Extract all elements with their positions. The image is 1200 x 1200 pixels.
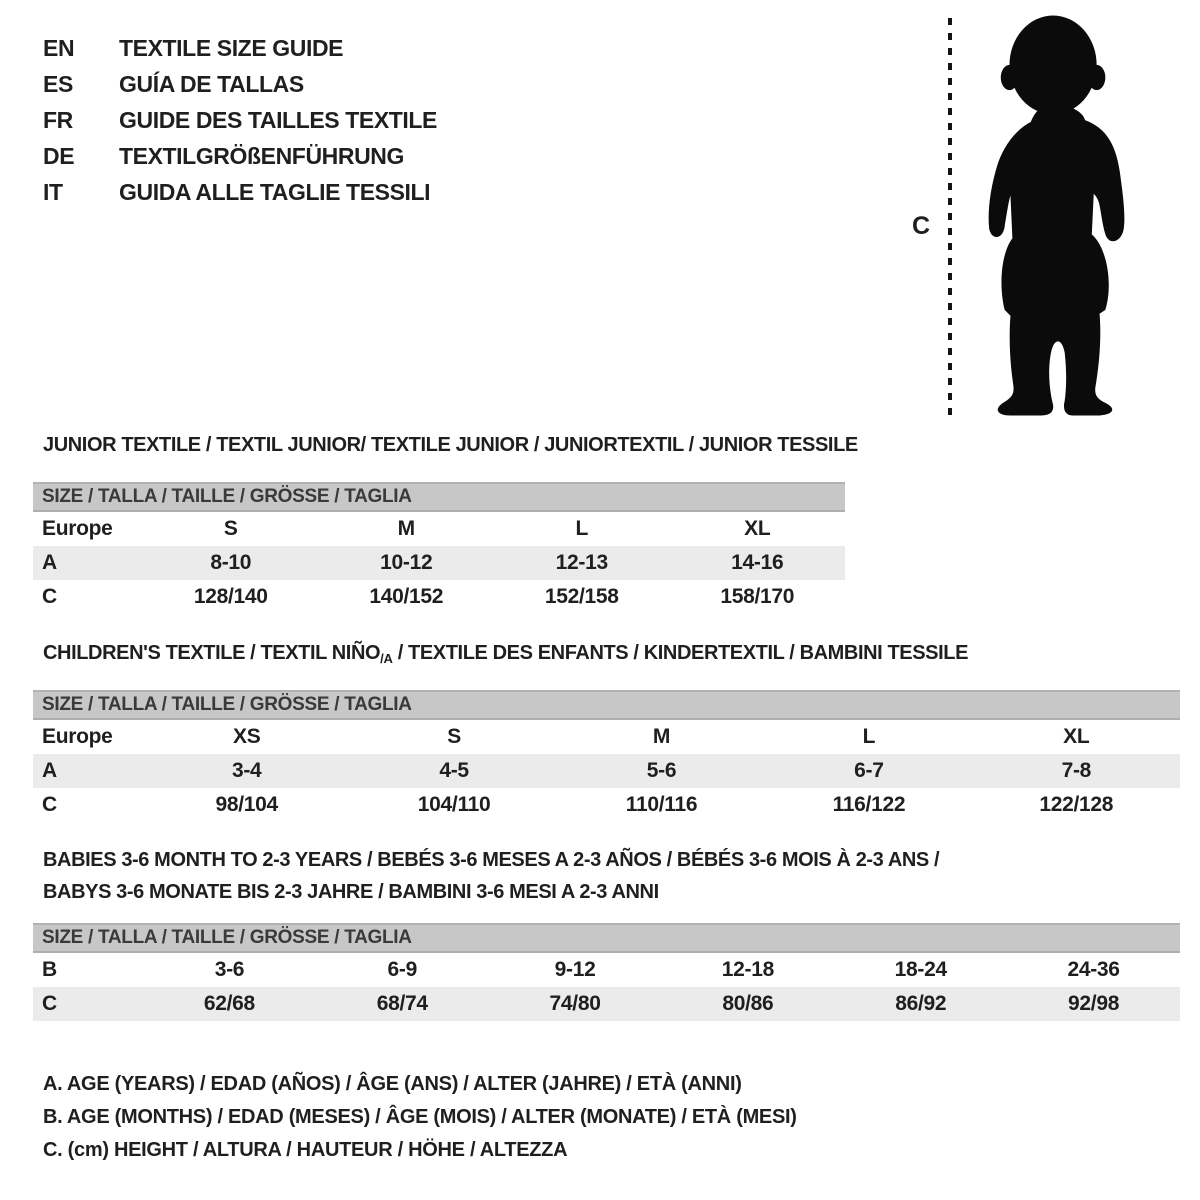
cell: 24-36 xyxy=(1067,958,1120,981)
cell: 6-7 xyxy=(854,759,884,782)
legend-line-b: B. AGE (MONTHS) / EDAD (MESES) / ÂGE (MOIS) / ALTER (MONATE) / ETÀ (MESI) xyxy=(43,1106,797,1128)
children-col-xs: XS xyxy=(232,725,261,748)
junior-col-l: L xyxy=(575,517,589,540)
cell: 68/74 xyxy=(376,992,428,1015)
children-table xyxy=(33,690,1180,822)
children-title-prefix: CHILDREN'S TEXTILE / TEXTIL NIÑO xyxy=(43,642,381,664)
children-col-m: M xyxy=(652,725,671,748)
cell: 122/128 xyxy=(1039,793,1114,816)
row-label: C xyxy=(42,585,57,608)
lang-row-es xyxy=(43,66,437,102)
legend xyxy=(43,1068,797,1167)
cell: 14-16 xyxy=(731,551,784,574)
cell: 140/152 xyxy=(369,585,444,608)
legend-line-c: C. (cm) HEIGHT / ALTURA / HAUTEUR / HÖHE / ALTEZZA xyxy=(43,1139,568,1161)
babies-table xyxy=(33,923,1180,1021)
children-size-header: SIZE / TALLA / TAILLE / GRÖSSE / TAGLIA xyxy=(33,690,1180,720)
cell: 10-12 xyxy=(380,551,433,574)
babies-size-header: SIZE / TALLA / TAILLE / GRÖSSE / TAGLIA xyxy=(33,923,1180,953)
children-col-europe: Europe xyxy=(42,725,113,748)
lang-label: GUIDA ALLE TAGLIE TESSILI xyxy=(119,178,431,205)
junior-section-title: JUNIOR TEXTILE / TEXTIL JUNIOR/ TEXTILE JUNIOR / JUNIORTEXTIL / JUNIOR TESSILE xyxy=(43,434,858,456)
lang-code: DE xyxy=(43,142,75,169)
row-label: C xyxy=(42,992,57,1015)
lang-row-it xyxy=(43,174,437,210)
lang-code: ES xyxy=(43,70,73,97)
babies-title-line1: BABIES 3-6 MONTH TO 2-3 YEARS / BEBÉS 3-6 MESES A 2-3 AÑOS / BÉBÉS 3-6 MOIS À 2-3 ANS / xyxy=(43,849,940,871)
babies-row-months xyxy=(33,953,1180,987)
children-col-xl: XL xyxy=(1063,725,1090,748)
cell: 74/80 xyxy=(549,992,601,1015)
babies-title-line2: BABYS 3-6 MONATE BIS 2-3 JAHRE / BAMBINI 3-6 MESI A 2-3 ANNI xyxy=(43,881,659,903)
height-measure-dashed-line xyxy=(948,18,952,416)
cell: 8-10 xyxy=(210,551,252,574)
cell: 158/170 xyxy=(720,585,795,608)
row-label: A xyxy=(42,551,57,574)
lang-row-fr xyxy=(43,102,437,138)
lang-label: TEXTILE SIZE GUIDE xyxy=(119,34,344,61)
cell: 3-4 xyxy=(231,759,262,782)
cell: 3-6 xyxy=(214,958,245,981)
lang-code: EN xyxy=(43,34,75,61)
junior-col-xl: XL xyxy=(744,517,771,540)
children-row-height xyxy=(33,788,1180,822)
children-col-s: S xyxy=(447,725,461,748)
cell: 5-6 xyxy=(646,759,677,782)
cell: 9-12 xyxy=(554,958,596,981)
toddler-silhouette-icon xyxy=(963,8,1147,422)
cell: 152/158 xyxy=(544,585,619,608)
cell: 98/104 xyxy=(215,793,278,816)
cell: 62/68 xyxy=(203,992,255,1015)
lang-row-de xyxy=(43,138,437,174)
cell: 7-8 xyxy=(1061,759,1092,782)
children-columns-row xyxy=(33,720,1180,754)
row-label: C xyxy=(42,793,57,816)
children-title-nino-a-suffix: /A xyxy=(380,651,393,666)
cell: 110/116 xyxy=(625,793,698,816)
children-col-l: L xyxy=(862,725,876,748)
babies-row-height xyxy=(33,987,1180,1021)
height-measure-label: C xyxy=(912,212,931,240)
children-title-suffix: / TEXTILE DES ENFANTS / KINDERTEXTIL / BAMBINI TESSILE xyxy=(392,642,969,664)
cell: 18-24 xyxy=(894,958,947,981)
lang-label: GUÍA DE TALLAS xyxy=(119,70,304,97)
cell: 104/110 xyxy=(417,793,491,816)
cell: 86/92 xyxy=(895,992,947,1015)
legend-line-a: A. AGE (YEARS) / EDAD (AÑOS) / ÂGE (ANS) / ALTER (JAHRE) / ETÀ (ANNI) xyxy=(43,1073,742,1095)
cell: 92/98 xyxy=(1068,992,1120,1015)
cell: 6-9 xyxy=(387,958,417,981)
lang-label: TEXTILGRÖßENFÜHRUNG xyxy=(119,142,404,169)
junior-table xyxy=(33,482,845,614)
junior-row-age xyxy=(33,546,845,580)
cell: 116/122 xyxy=(832,793,906,816)
junior-size-header: SIZE / TALLA / TAILLE / GRÖSSE / TAGLIA xyxy=(33,482,845,512)
junior-columns-row xyxy=(33,512,845,546)
lang-row-en xyxy=(43,30,437,66)
cell: 12-18 xyxy=(721,958,775,981)
row-label: A xyxy=(42,759,57,782)
cell: 128/140 xyxy=(193,585,268,608)
junior-row-height xyxy=(33,580,845,614)
cell: 4-5 xyxy=(439,759,469,782)
lang-code: IT xyxy=(43,178,63,205)
junior-col-s: S xyxy=(223,517,238,540)
cell: 12-13 xyxy=(555,551,608,574)
cell: 80/86 xyxy=(722,992,774,1015)
children-section-title xyxy=(43,642,968,666)
lang-label: GUIDE DES TAILLES TEXTILE xyxy=(119,106,437,133)
children-row-age xyxy=(33,754,1180,788)
row-label: B xyxy=(42,958,57,981)
junior-col-europe: Europe xyxy=(42,517,113,540)
babies-section-title xyxy=(43,844,939,908)
lang-code: FR xyxy=(43,106,73,133)
junior-col-m: M xyxy=(397,517,415,540)
language-header xyxy=(43,30,437,210)
